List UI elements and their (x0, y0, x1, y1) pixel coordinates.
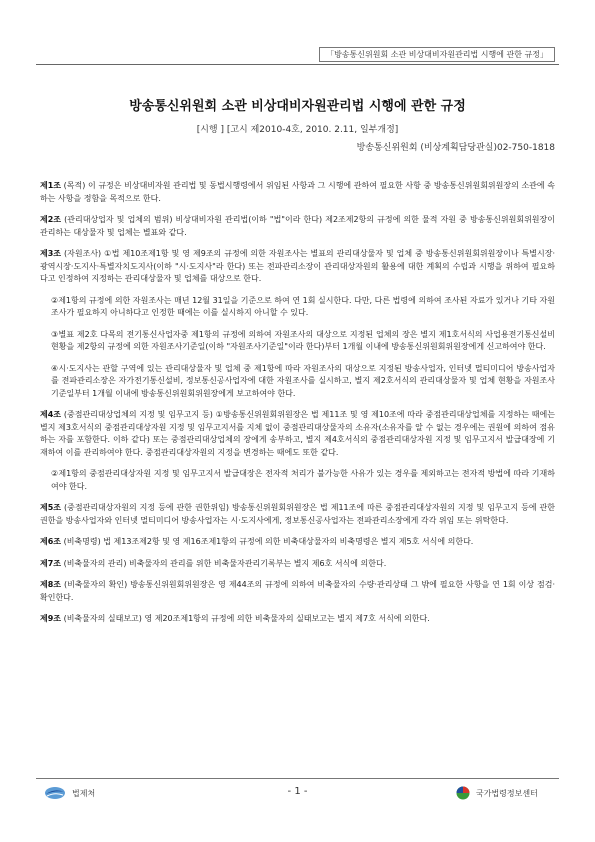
article-3 (40, 248, 555, 286)
article-9 (40, 613, 555, 626)
article-number: 제3조 (40, 248, 62, 258)
article-text: (비축물자의 확인) 방송통신위원회위원장은 영 제44조의 규정에 의하여 비축물자의 수량·관리상태 그 밖에 필요한 사항을 연 1회 이상 점검·확인한다. (40, 580, 555, 602)
article-number: 제2조 (40, 214, 62, 224)
article-number: 제9조 (40, 614, 62, 623)
ministry-name: 법제처 (72, 789, 96, 798)
article-4 (40, 409, 555, 459)
article-number: 제8조 (40, 580, 62, 590)
footer-divider (36, 778, 559, 779)
article-text: (비축명령) 법 제13조제2항 및 영 제16조제1항의 규정에 의한 비축대상물자의 비축명령은 별지 제5호 서식에 의한다. (61, 537, 474, 547)
article-2 (40, 214, 555, 239)
document-title: 방송통신위원회 소관 비상대비자원관리법 시행에 관한 규정 (129, 99, 466, 114)
document-body (40, 180, 555, 634)
article-text: (관리대상업자 및 업체의 범위) 비상대비자원 관리법(이하 "법"이라 한다) 제2조제2항의 규정에 의한 물적 자원 중 방송통신위원회위원장이 관리하는 대상물자 및 업체는 별표와 같다. (40, 214, 555, 237)
article-8 (40, 579, 555, 604)
enactment-info: [시행 ] [고시 제2010-4호, 2010. 2.11, 일부개정] (196, 125, 399, 135)
article-text: (비축물자의 실태보고) 영 제20조제1항의 규정에 의한 비축물자의 실태보고는 별지 제7호 서식에 의한다. (61, 614, 430, 623)
article-number: 제1조 (40, 181, 62, 190)
article-5 (40, 502, 555, 527)
article-3-paragraph-4: ④시·도지사는 관할 구역에 있는 관리대상물자 및 업체 중 제1항에 따라 자원조사의 대상으로 지정된 방송사업자, 인터넷 멀티미디어 방송사업자를 전파관리소장은 자가전기통신설비, 정보통신공사업자에 대한 자원조사를 실시하고, 별지 제2호서식의 관리대상물자 및 업체 현황을 자원조사기준일부터 1개월 이내에 방송통신위원회위원장에게 보고하여야 한다. (51, 363, 555, 398)
article-text: (중점관리대상업체의 지정 및 임무고지 등) ①방송통신위원회위원장은 법 제11조 및 영 제10조에 따라 중점관리대상업체를 지정하는 때에는 별지 제3호서식의 중점관리대상자원 지정 및 임무고지서를 지체 없이 중점관리대상물자의 소유자(소유자를 알 수 없는 경우에는 권원에 의하여 점유하는 자를 포함한다. 이하 같다) 또는 중점관리대상업체의 장에게 송부하고, 별지 제4호서식의 중점관리대상자원 지정 및 임무고지서 발급대장에 기재하여 이를 관리하여야 한다. 중점관리대상자원의 지정을 변경하는 때에도 또한 같다. (40, 410, 555, 457)
page-number: - 1 - (287, 786, 308, 797)
running-header: 「방송통신위원회 소관 비상대비자원관리법 시행에 관한 규정」 (319, 47, 555, 62)
article-6 (40, 536, 555, 549)
article-text: (중점관리대상자원의 지정 등에 관한 권한위임) 방송통신위원회위원장은 법 제11조에 따른 중점관리대상자원의 지정 및 임무고지 등에 관한 권한을 방송사업자와 인터넷 멀티미디어 방송사업자는 시·도지사에게, 정보통신공사업자는 전파관리소장에게 각각 위임 또는 위탁한다. (40, 503, 555, 525)
article-3-paragraph-3: ③별표 제2호 다목의 전기통신사업자중 제1항의 규정에 의하여 자원조사의 대상으로 지정된 업체의 장은 별지 제1호서식의 사업용전기통신설비 현황을 제2항의 규정에 의한 자원조사기준일(이하 "자원조사기준일"이라 한다)부터 1개월 이내에 방송통신위원회위원장에게 신고하여야 한다. (51, 329, 555, 352)
article-text: (자원조사) ①법 제10조제1항 및 영 제9조의 규정에 의한 자원조사는 별표의 관리대상물자 및 업체 중 방송통신위원회위원장이나 특별시장·광역시장·도지사·특별자치도지사(이하 "시·도지사"라 한다) 또는 전파관리소장이 관리대상자원의 활용에 대한 계획의 수립과 시행을 위하여 필요하다고 인정하여 지정하는 관리대상물자 및 업체를 대상으로 한다. (40, 248, 555, 284)
article-7 (40, 558, 555, 571)
article-text: (비축물자의 관리) 비축물자의 관리를 위한 비축물자관리기록부는 별지 제6호 서식에 의한다. (61, 558, 387, 568)
department-contact: 방송통신위원회 (비상계획담당관실)02-750-1818 (356, 143, 555, 153)
article-4-paragraph-2: ②제1항의 중점관리대상자원 지정 및 임무고지서 발급대장은 전자적 처리가 불가능한 사유가 있는 경우를 제외하고는 전자적 방법에 따라 기재하여야 한다. (51, 469, 555, 491)
law-center-name: 국가법령정보센터 (476, 789, 538, 798)
article-1 (40, 180, 555, 205)
header-divider (36, 64, 559, 65)
article-number: 제7조 (40, 558, 62, 568)
law-center-logo-icon (456, 786, 470, 800)
article-text: (목적) 이 규정은 비상대비자원 관리법 및 동법시행령에서 위임된 사항과 그 시행에 관하여 필요한 사항 중 방송통신위원회위원장의 소관에 속하는 사항을 정함을 목적으로 한다. (40, 181, 555, 203)
article-number: 제6조 (40, 537, 62, 547)
article-3-paragraph-2: ②제1항의 규정에 의한 자원조사는 매년 12월 31일을 기준으로 하여 연 1회 실시한다. 다만, 다른 법령에 의하여 조사된 자료가 있거나 기타 자원조사가 필요하지 아니하다고 인정한 때에는 이를 실시하지 아니할 수 있다. (51, 295, 555, 318)
page-footer (36, 778, 559, 804)
article-number: 제5조 (40, 503, 62, 513)
article-number: 제4조 (40, 410, 62, 420)
